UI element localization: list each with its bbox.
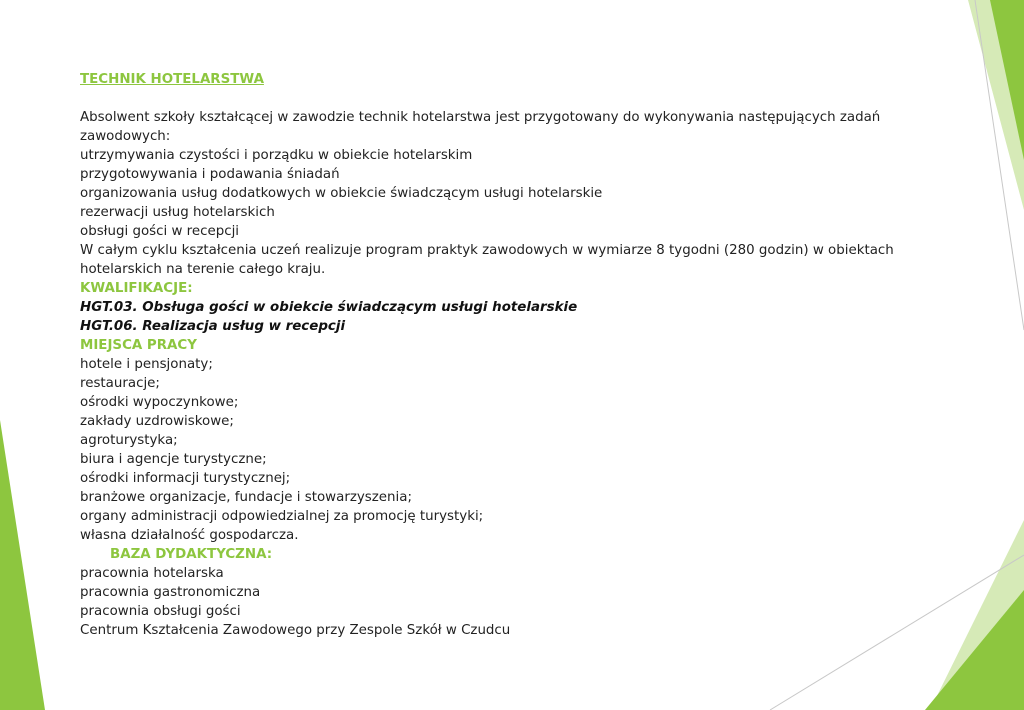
workplace-item: ośrodki wypoczynkowe; [80, 395, 239, 410]
base-heading: BAZA DYDAKTYCZNA: [110, 547, 273, 562]
intro-paragraph: Absolwent szkoły kształcącej w zawodzie technik hotelarstwa jest przygotowany do wykonywania następujących zadań zawodowych: [80, 110, 881, 144]
base-item: pracownia hotelarska [80, 566, 224, 581]
base-item: pracownia gastronomiczna [80, 585, 261, 600]
base-item: pracownia obsługi gości [80, 604, 241, 619]
workplace-item: agroturystyka; [80, 433, 178, 448]
workplace-item: zakłady uzdrowiskowe; [80, 414, 234, 429]
workplace-item: hotele i pensjonaty; [80, 357, 213, 372]
task-item: obsługi gości w recepcji [80, 224, 240, 239]
task-item: przygotowywania i podawania śniadań [80, 167, 340, 182]
workplaces-heading: MIEJSCA PRACY [80, 338, 197, 353]
workplace-item: własna działalność gospodarcza. [80, 528, 299, 543]
workplace-item: restauracje; [80, 376, 160, 391]
workplace-item: organy administracji odpowiedzialnej za promocję turystyki; [80, 509, 484, 524]
workplace-item: biura i agencje turystyczne; [80, 452, 267, 467]
slide-content [80, 70, 940, 640]
qualification-item: HGT.06. Realizacja usług w recepcji [80, 319, 346, 334]
qualifications-heading: KWALIFIKACJE: [80, 281, 193, 296]
workplace-item: ośrodki informacji turystycznej; [80, 471, 291, 486]
task-item: utrzymywania czystości i porządku w obiekcie hotelarskim [80, 148, 473, 163]
slide-title: TECHNIK HOTELARSTWA [80, 72, 264, 87]
practice-paragraph: W całym cyklu kształcenia uczeń realizuje program praktyk zawodowych w wymiarze 8 tygodni (280 godzin) w obiektach hotelarskich na terenie całego kraju. [80, 243, 894, 277]
qualification-item: HGT.03. Obsługa gości w obiekcie świadczącym usługi hotelarskie [80, 300, 578, 315]
task-item: organizowania usług dodatkowych w obiekcie świadczącym usługi hotelarskie [80, 186, 603, 201]
task-item: rezerwacji usług hotelarskich [80, 205, 275, 220]
workplace-item: branżowe organizacje, fundacje i stowarzyszenia; [80, 490, 412, 505]
left-green-shape [0, 420, 45, 710]
base-item: Centrum Kształcenia Zawodowego przy Zespole Szkół w Czudcu [80, 623, 511, 638]
